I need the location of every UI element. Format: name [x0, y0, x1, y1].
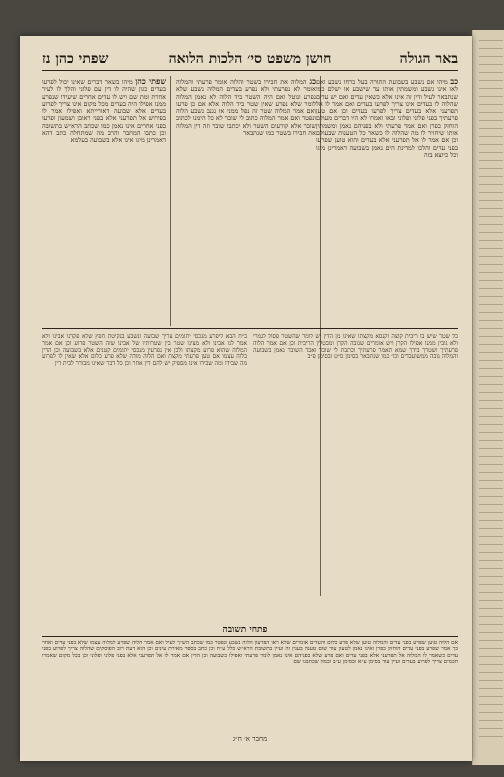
running-header [42, 48, 458, 71]
commentary-heading: שפתי כהן [135, 78, 166, 86]
bottom-commentary-text: אם הלוה טוען שפרע בפני עדים והמלוה טוען שלא פרע כלום והעדים אומרים שלא ראו הפרעון הלוה נשבע ונפטר כמו שכתב הש״ך לעיל ואם אמר הלוה שפרע למלוה עצמו שלא בפני עדים ואחר כך אמר שפרע בפני עדים הוחזק כפרן ואינו נאמן לטעון עוד שום טענה בענין זה ועיין בתשובת הרא״ש כלל ע״ח וכן כתב בספר מאירת עינים וכן הוא דעת רוב הפוסקים שהלוה צריך לפרוע בפני עדים כשאמר לו המלוה אל תפרעני אלא בפני עדים ואם פרע שלא בפניהם אינו נאמן לומר פרעתי ואפילו בשבועה וכן הדין אם אמר לו אל תפרעני אלא בפני פלוני ופלוני וכן בכל מקום שאמרו חכמים צריך לפרוע בעדים ועיין עוד בסימן ע״א ובסימן ע״ב ובמה שכתבנו שם [42, 640, 458, 665]
paragraph-lead: כב [450, 78, 458, 86]
paragraph-text: המלוה את חבירו בשטר והלוה אומר פרעתי והמלוה אומר לא נפרעתי ולא נפרע בעדים המלוה נשבע שלא נפרע ונוטל ואם היה השטר ביד הלוה לא נאמן המלוה לומר שלא נפרע שאין שטר ביד הלוה אלא אם כן פרעו ואם אמר המלוה שטר זה נפל ממני או נגנב נשבע הלוה ונפטר ואם אמר המלוה כתוב לי שובר לא כל הימנו לכתוב שובר אלא קורעים השטר ולא יכתבו שובר וזה דין המלוה את חבירו בשטר כמו שנתבאר [176, 78, 316, 138]
section-title: פתחי תשובה [222, 625, 268, 635]
header-right-title: באר הגולה [399, 50, 458, 67]
main-text-center-column [176, 78, 316, 323]
column-divider [170, 76, 171, 326]
main-text-right-column [316, 78, 458, 323]
lower-right-text: כל שטר שיש בו ריבית קוצה וקנסא מקצתו שאינו מן הדין יש לומר שהשטר פסול לגמרי ולא גובין ממנו אפילו הקרן ויש אומרים שגובה הקרן ומבטלין הריבית וכן אם אמר הלוה פרעתיך ושטרך בידך שמא תאמר פרעתיך וכתבת לי שובר ואבד השובר נאמן בשבועה והמלוה גובה ממשועבדים וכו׳ כמו שנתבאר בסימן ס״ט ובסימן פ״ב [253, 334, 458, 361]
bottom-commentary [42, 640, 458, 732]
facing-page-edge [472, 30, 504, 765]
page-footer: מחבר א׳ ח״ג [232, 735, 268, 743]
commentary-left-column [42, 78, 166, 323]
book-page [20, 36, 472, 761]
header-left-title: שפתי כהן נז [42, 50, 109, 67]
commentary-text: מיהו בשאר דברים שאינו יכול לפרעו בעדים כגון שהיה לו דין עם פלוני והלך לו לעיר אחרת ומת שם ויש לו עדים אחרים שיעידו שנפרע ממנו אפילו היה בעדים מכל מקום אינו צריך לפרוע בעדים אלא שבועה דאורייתא ואפילו אמר לו בפירוש אל תפרעני אלא בפני ראובן ושמעון ופרעו בפני אחרים אינו נאמן כמו שכתב הרא״ש בתשובה וכן כתבו המחבר והרב מה שמתחלה כתב דהא דאמרינן מיגו אינו אלא בשבועה בעלמא [42, 78, 166, 145]
lower-right-column [253, 334, 458, 614]
paragraph-lead: כג [309, 78, 316, 86]
lower-left-column [42, 334, 247, 614]
facing-page-text-lines [479, 40, 503, 740]
lower-left-text: ב״ח הבא ליפרע מנכסי יתומים צריך שבועה ונשבע בנקיטת חפץ שלא פקדנו אבינו ולא אמר לנו אבינו ולא מצינו שטר בין שטרותיו של אבינו שזה השטר פרוע וכן אם אמר המלוה שהוא פרוע מקצתו ולכן אין נפרעין מנכסי יתומים קטנים אלא בשבועה וכן הדין בלוה עצמו אם טען פרעתי מקצת ואם הלוה מודה שלא פרע כלום אלא שאין לו לפרוע מה שבידו ומה שבידו אינו מספיק יש להם דין אחר וכן כל דבר שאינו מבורר לבית דין [42, 334, 247, 368]
header-center-title: חושן משפט סי׳ הלכות הלואה [168, 50, 332, 67]
section-rule [42, 328, 458, 329]
section-rule [42, 636, 458, 637]
paragraph-text: מיהו אם נשבע בשבועת התורה בעל כרחו נשבע ואם לאו אינו נשבע ומשמתין אותו עד שישבע או ישלם כמו שנתבאר לעיל ודין זה אינו אלא כשאין עדים ואם יש עדים שהלוה לו בעדים אינו צריך לפרעו בעדים ואם אמר לו אל תפרעני אלא בעדים צריך לפרעו בעדים וכן אם טען פרעתיך בפני פלוני ופלוני ובאו ואמרו לא היו דברים מעולם הוחזק כפרן ואם אמר פרעתי ולא בפניהם נאמן ומשמתין אותו שיחזיר לו מה שהלוה לו כשאר כל הטענות שבעולם וכן אם אמר לו אל תפרעני אלא בעדים והוא טוען שפרעו בפני עדים והלכו למדינת הים נאמן בשבועה דאמרינן מיגו וכל כיוצא בזה [316, 78, 458, 159]
